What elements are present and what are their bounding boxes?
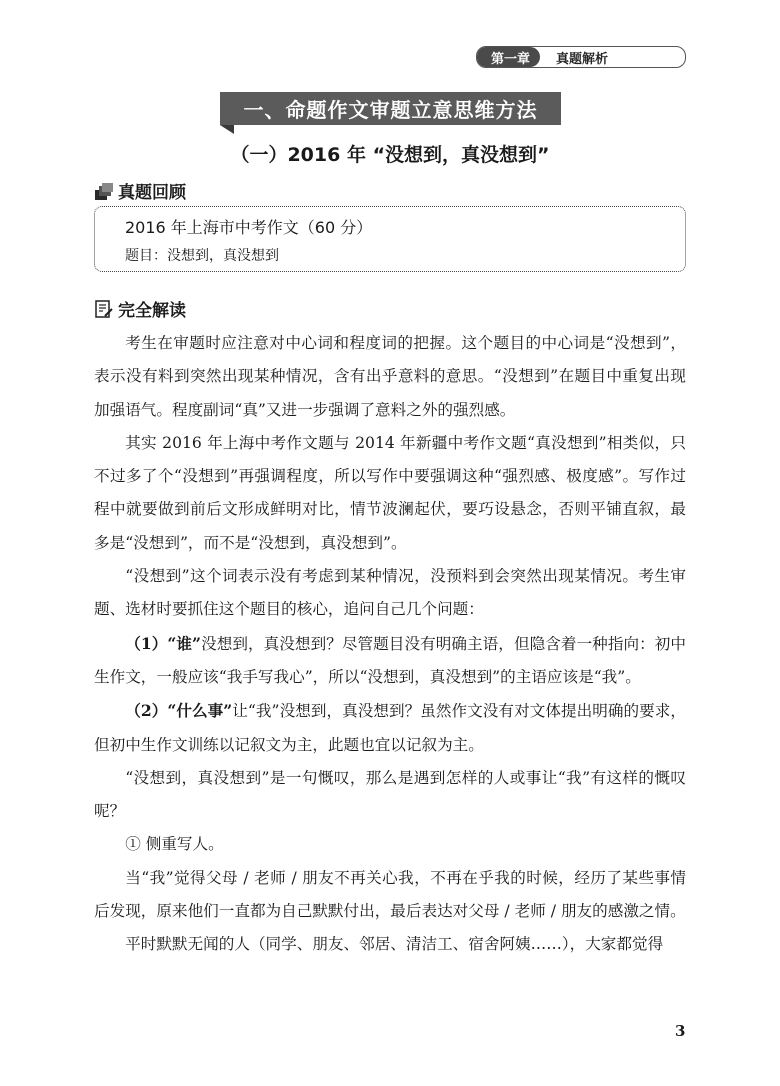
question-1 — [94, 627, 686, 695]
question-2-text: 让“我”没想到，真没想到？虽然作文没有对文体提出明确的要求，但初中生作文训练以记叙文为主，此题也宜以记叙为主。 — [94, 702, 686, 754]
banner-fold-decoration — [220, 125, 234, 134]
question-2 — [94, 694, 686, 762]
paragraph: 当“我”觉得父母 / 老师 / 朋友不再关心我，不再在乎我的时候，经历了某些事情后发现，原来他们一直都为自己默默付出，最后表达对父母 / 老师 / 朋友的感激之情。 — [94, 868, 686, 921]
paragraph: 其实 2016 年上海中考作文题与 2014 年新疆中考作文题“真没想到”相类似，只不过多了个“没想到”再强调程度，所以写作中要强调这种“强烈感、极度感”。写作过程中就要做到前后文形成鲜明对比，情节波澜起伏，要巧设悬念，否则平铺直叙，最多是“没想到”，而不是“没想到，真没想到”。 — [94, 433, 686, 552]
review-heading-text: 真题回顾 — [118, 183, 186, 203]
paragraph: “没想到”这个词表示没有考虑到某种情况，没预料到会突然出现某情况。考生审题、选材时要抓住这个题目的核心，追问自己几个问题： — [94, 567, 686, 619]
subtitle: （一）2016 年 “没想到，真没想到” — [230, 144, 550, 166]
question-1-label: （1）“谁” — [125, 633, 202, 653]
question-2-label: （2）“什么事” — [125, 701, 233, 721]
exam-topic: 题目：没想到，真没想到 — [125, 248, 279, 264]
paragraph: ① 侧重写人。 — [125, 835, 224, 854]
paragraph: 考生在审题时应注意对中心词和程度词的把握。这个题目的中心词是“没想到”，表示没有料到突然出现某种情况，含有出乎意料的意思。“没想到”在题目中重复出现加强语气。程度副词“真”又进一步强调了意料之外的强烈感。 — [94, 334, 686, 419]
chapter-label: 第一章 — [477, 47, 540, 67]
paragraph: “没想到，真没想到”是一句慨叹，那么是遇到怎样的人或事让“我”有这样的慨叹呢？ — [94, 768, 686, 821]
section-label: 真题解析 — [556, 51, 609, 67]
question-1-text: 没想到，真没想到？尽管题目没有明确主语，但隐含着一种指向：初中生作文，一般应该“我手写我心”，所以“没想到，真没想到”的主语应该是“我”。 — [94, 634, 686, 686]
chapter-header-tab — [476, 46, 686, 68]
analysis-body — [94, 327, 686, 962]
analysis-heading-text: 完全解读 — [118, 301, 186, 321]
paragraph: 平时默默无闻的人（同学、朋友、邻居、清洁工、宿舍阿姨……），大家都觉得 — [125, 935, 664, 954]
page-number: 3 — [675, 1022, 686, 1040]
exam-title: 2016 年上海市中考作文（60 分） — [125, 218, 373, 237]
section-banner: 一、命题作文审题立意思维方法 — [220, 92, 561, 125]
analysis-heading — [94, 296, 186, 321]
document-pen-icon — [94, 299, 114, 319]
review-box — [94, 206, 686, 272]
folder-stack-icon — [94, 181, 114, 201]
review-heading — [94, 178, 186, 203]
